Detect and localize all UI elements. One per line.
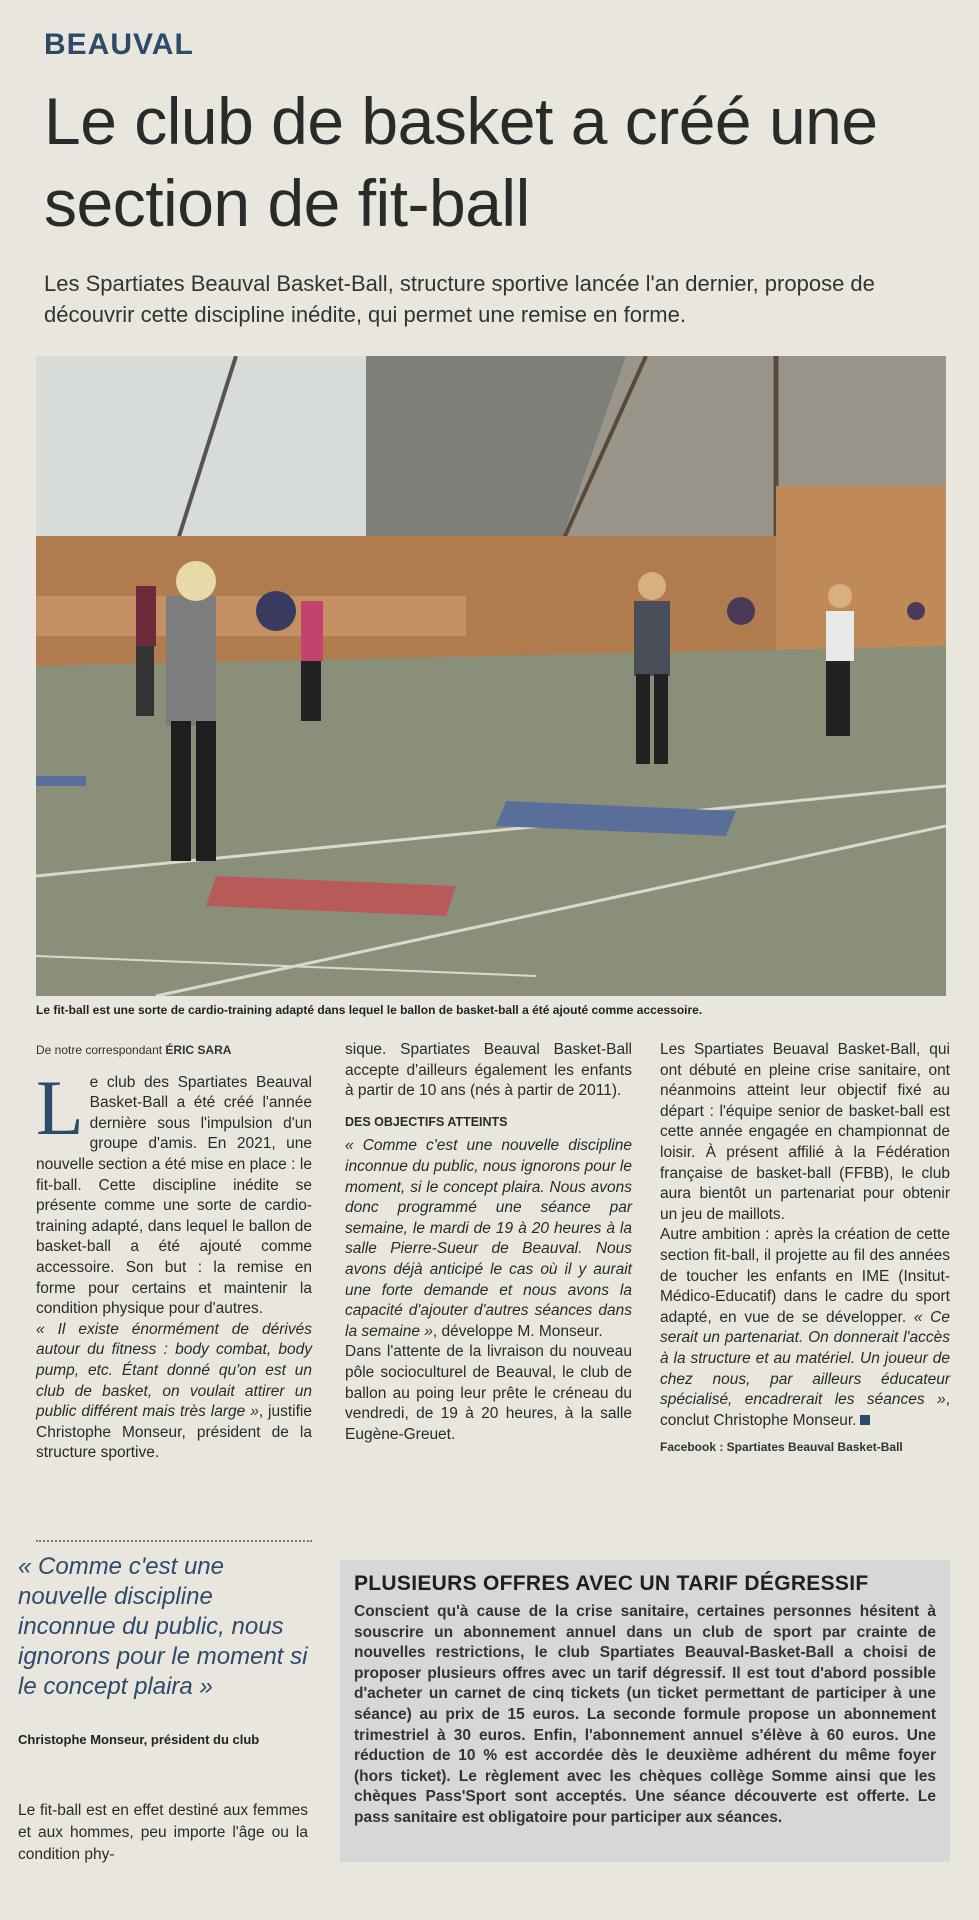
paragraph	[345, 1136, 632, 1342]
end-mark-icon	[860, 1415, 870, 1425]
paragraph-text: , justifie Christophe Monseur, président de la structure sportive.	[36, 1403, 312, 1462]
article-column-1	[36, 1040, 312, 1464]
quote-text: « Ce serait un partenariat. On donnerait l'accès à la structure et au matériel. Un joueur de chez nous, par ailleurs éducateur spécialisé, encadrerait les séances »	[660, 1308, 950, 1409]
article-column-3	[660, 1040, 950, 1458]
paragraph-text: , développe M. Monseur.	[432, 1322, 603, 1340]
paragraph-text: e club des Spartiates Beauval Basket-Ball a été créé l'année dernière sous l'impulsion d'un groupe d'amis. En 2021, une nouvelle section a été mise en place : le fit-ball. Cette discipline inédite se présente comme une sorte de cardio-training adapté, dans lequel le ballon de basket-ball a été ajouté comme accessoire. Son but : la remise en forme pour certains et maintenir la condition physique pour d'autres.	[36, 1073, 312, 1318]
byline	[36, 1040, 312, 1061]
photo-caption: Le fit-ball est une sorte de cardio-training adapté dans lequel le ballon de basket-ball a été ajouté comme accessoire.	[36, 1003, 703, 1017]
drop-cap: L	[36, 1063, 84, 1151]
article-photo	[36, 356, 946, 996]
paragraph: Dans l'attente de la livraison du nouveau pôle socioculturel de Beauval, le club de ballon au poing leur prête le créneau du vendredi, de 19 à 20 heures, à la salle Eugène-Greuet.	[345, 1343, 632, 1443]
divider	[36, 1540, 312, 1542]
subheading: DES OBJECTIFS ATTEINTS	[345, 1114, 508, 1129]
paragraph	[36, 1320, 312, 1464]
pull-quote-author: Christophe Monseur, président du club	[18, 1732, 260, 1747]
quote-text: « Il existe énormément de dérivés autour du fitness : body combat, body pump, etc. Étant donné qu'on est un club de basket, on voulait attirer un public différent mais très large »	[36, 1320, 312, 1421]
paragraph-text: Autre ambition : après la création de cette section fit-ball, il projette au fil des années de toucher les enfants en IME (Insitut-Médico-Educatif) dans le cadre du sport adapté, en vue de se développer.	[660, 1226, 950, 1326]
byline-name: ÉRIC SARA	[165, 1043, 232, 1057]
paragraph-text: , conclut Christophe Monseur.	[660, 1391, 950, 1429]
paragraph: sique. Spartiates Beauval Basket-Ball accepte d'ailleurs également les enfants à partir de 10 ans (nés à partir de 2011).	[345, 1041, 632, 1100]
info-box-text: Conscient qu'à cause de la crise sanitaire, certaines personnes hésitent à souscrire un abonnement annuel dans un club de sport par crainte de nouvelles restrictions, le club Spartiates Beauval-Basket-Ball a choisi de proposer plusieurs offres avec un tarif dégressif. Il est tout d'abord possible d'acheter un carnet de cinq tickets (un ticket permettant de participer à une séance) au prix de 15 euros. La seconde formule propose un abonnement trimestriel à 30 euros. Enfin, l'abonnement annuel s'élève à 60 euros. Une réduction de 10 % est accordée dès le deuxième adhérent du même foyer (hors ticket). Le règlement avec les chèques collège Somme ainsi que les chèques Pass'Sport sont acceptés. Une séance découverte est offerte. Le pass sanitaire est obligatoire pour participer aux séances.	[354, 1603, 936, 1826]
paragraph	[660, 1225, 950, 1431]
paragraph: Les Spartiates Beuaval Basket-Ball, qui ont débuté en pleine crise sanitaire, ont néanmoins atteint leur objectif fixé au départ : l'équipe senior de basket-ball est cette année engagée en championnat de loisir. À présent affilié à la Fédération française de basket-ball (FFBB), le club aura bientôt un partenariat pour obtenir un jeu de maillots.	[660, 1041, 950, 1223]
source-signature: Facebook : Spartiates Beauval Basket-Ball	[660, 1440, 903, 1455]
paragraph	[36, 1063, 312, 1320]
article-column-2	[345, 1040, 632, 1445]
pull-quote: « Comme c'est une nouvelle discipline inconnue du public, nous ignorons pour le moment si le concept plaira »	[18, 1553, 308, 1700]
byline-prefix: De notre correspondant	[36, 1043, 163, 1057]
article-column-1-continued: Le fit-ball est en effet destiné aux femmes et aux hommes, peu importe l'âge ou la condition phy-	[18, 1802, 308, 1863]
article-lead: Les Spartiates Beauval Basket-Ball, structure sportive lancée l'an dernier, propose de découvrir cette discipline inédite, qui permet une remise en forme.	[44, 271, 875, 327]
info-box-title: PLUSIEURS OFFRES AVEC UN TARIF DÉGRESSIF	[354, 1572, 869, 1595]
quote-text: « Comme c'est une nouvelle discipline inconnue du public, nous ignorons pour le moment, si le concept plaira. Nous avons donc programmé une séance par semaine, le mardi de 19 à 20 heures à la salle Pierre-Sueur de Beauval. Nous avons déjà anticipé le cas où il y aurait une forte demande et nous avons la capacité d'ajouter d'autres séances dans la semaine »	[345, 1137, 632, 1340]
article-headline: Le club de basket a créé une section de fit-ball	[44, 84, 878, 240]
info-box	[340, 1560, 950, 1862]
section-rubric: BEAUVAL	[44, 28, 194, 61]
